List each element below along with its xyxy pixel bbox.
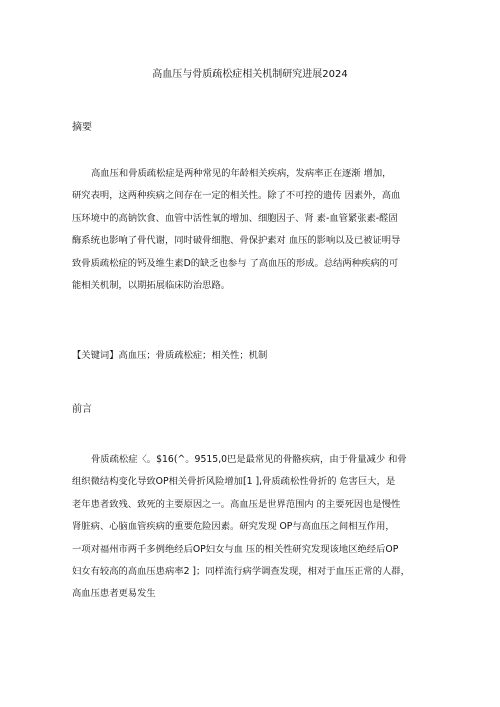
preface-paragraph <box>72 449 442 606</box>
preface-line: 老年患者致残、致死的主要原因之一。高血压是世界范围内 的主要死因也是慢性 <box>72 498 401 510</box>
abstract-line: 能相关机制，以期拓展临床防治思路。 <box>72 279 231 291</box>
abstract-line: 研究表明，这两种疾病之间存在一定的相关性。除了不可控的遗传 因素外，高血 <box>72 190 401 202</box>
abstract-line: 压环境中的高钠饮食、血管中活性氧的增加、细胞因子、肾 素-血管紧张素-醛固 <box>72 212 398 224</box>
preface-line: 骨质疏松症〈。$16(^。9515,0巴是最常见的骨骼疾病，由于骨量减少 和骨 <box>91 454 407 465</box>
preface-line: 肾脏病、心脑血管疾病的重要危险因素。研究发现 OP与高血压之间相互作用， <box>72 521 395 533</box>
document-title: 高血压与骨质疏松症相关机制研究进展2024 <box>152 69 348 80</box>
abstract-line: 酶系统也影响了骨代谢，同时破骨细胞、骨保护素对 血压的影响以及已被证明导 <box>72 235 401 247</box>
keywords-line: 【关键词】高血压；骨质疏松症；相关性；机制 <box>72 350 268 361</box>
preface-line: 妇女有较高的高血压患病率2 ]；同样流行病学调查发现，相对于血压正常的人群， <box>72 565 410 577</box>
abstract-heading: 摘要 <box>72 122 92 133</box>
preface-line: 一项对福州市两千多例绝经后OP妇女与血 压的相关性研究发现该地区绝经后OP <box>72 543 399 555</box>
abstract-paragraph <box>72 163 442 297</box>
abstract-line: 致骨质疏松症的钙及维生素D的缺乏也参与 了高血压的形成。总结两种疾病的可 <box>72 257 399 269</box>
abstract-line: 高血压和骨质疏松症是两种常见的年龄相关疾病，发病率正在逐渐 增加， <box>91 168 392 179</box>
preface-line: 组织微结构变化导致OP相关骨折风险增加[1 ],骨质疏松性骨折的 危害巨大，是 <box>72 476 396 488</box>
preface-heading: 前言 <box>72 404 92 415</box>
preface-line: 高血压患者更易发生 <box>72 588 156 600</box>
